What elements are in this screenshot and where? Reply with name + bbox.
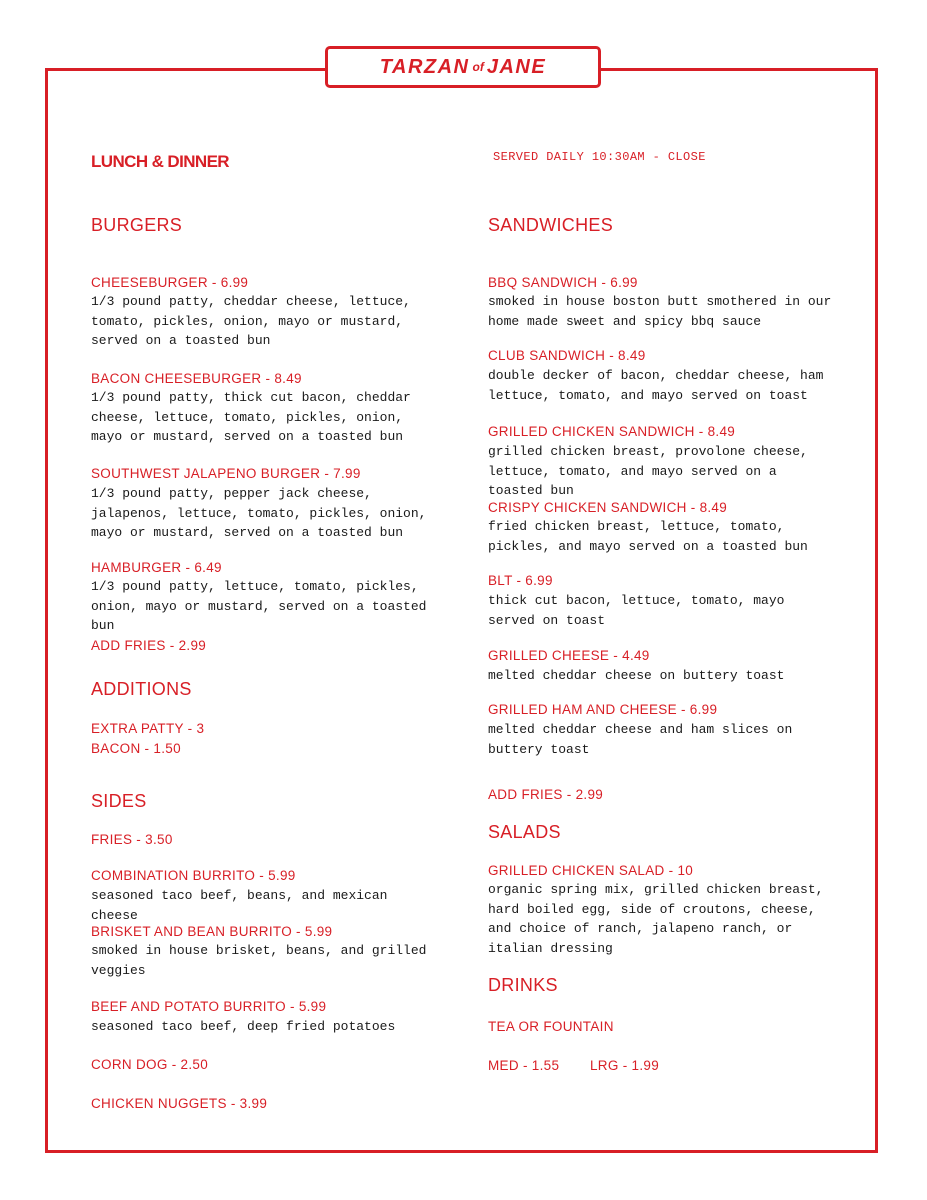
side-item-desc: seasoned taco beef, beans, and mexican cheese bbox=[91, 888, 388, 923]
sandwich-item-name: GRILLED CHICKEN SANDWICH - 8.49 bbox=[488, 424, 736, 439]
sandwich-item-desc: smoked in house boston butt smothered in our home made sweet and spicy bbq sauce bbox=[488, 294, 832, 329]
sandwich-item-desc: fried chicken breast, lettuce, tomato, pickles, and mayo served on a toasted bun bbox=[488, 519, 808, 554]
side-item-desc: seasoned taco beef, deep fried potatoes bbox=[91, 1019, 396, 1034]
side-item-desc: smoked in house brisket, beans, and grilled veggies bbox=[91, 943, 427, 978]
brand-amp: of bbox=[472, 60, 484, 74]
side-item-name: COMBINATION BURRITO - 5.99 bbox=[91, 868, 296, 883]
sandwiches-add-fries: ADD FRIES - 2.99 bbox=[488, 787, 604, 802]
brand-right: JANE bbox=[486, 55, 547, 78]
additions-heading: ADDITIONS bbox=[91, 679, 192, 699]
sandwich-item-desc: grilled chicken breast, provolone cheese, lettuce, tomato, and mayo served on a toasted bun bbox=[488, 444, 808, 498]
burger-item-desc: 1/3 pound patty, pepper jack cheese, jalapenos, lettuce, tomato, pickles, onion, mayo or mustard, served on a toasted bun bbox=[91, 486, 427, 540]
sandwich-item-name: CLUB SANDWICH - 8.49 bbox=[488, 348, 646, 363]
side-item-name: BRISKET AND BEAN BURRITO - 5.99 bbox=[91, 924, 333, 939]
brand-left: TARZAN bbox=[379, 55, 470, 78]
sides-heading: SIDES bbox=[91, 791, 147, 811]
side-corn-dog: CORN DOG - 2.50 bbox=[91, 1057, 209, 1072]
sandwich-item-name: GRILLED CHEESE - 4.49 bbox=[488, 648, 650, 663]
salad-item-name: GRILLED CHICKEN SALAD - 10 bbox=[488, 863, 694, 878]
sandwich-item-desc: melted cheddar cheese and ham slices on buttery toast bbox=[488, 722, 793, 757]
addition-item: EXTRA PATTY - 3 bbox=[91, 721, 205, 736]
sandwich-item-desc: melted cheddar cheese on buttery toast bbox=[488, 668, 785, 683]
brand-logo bbox=[325, 46, 601, 88]
side-chicken-nuggets: CHICKEN NUGGETS - 3.99 bbox=[91, 1096, 268, 1111]
sandwich-item-name: GRILLED HAM AND CHEESE - 6.99 bbox=[488, 702, 718, 717]
sandwich-item-name: BBQ SANDWICH - 6.99 bbox=[488, 275, 638, 290]
burger-item-desc: 1/3 pound patty, lettuce, tomato, pickles, onion, mayo or mustard, served on a toasted bun bbox=[91, 579, 427, 633]
burger-item-name: CHEESEBURGER - 6.99 bbox=[91, 275, 249, 290]
drinks-med-price: MED - 1.55 bbox=[488, 1058, 560, 1073]
burger-item-desc: 1/3 pound patty, cheddar cheese, lettuce, tomato, pickles, onion, mayo or mustard, served on a toasted bun bbox=[91, 294, 411, 348]
sandwich-item-name: BLT - 6.99 bbox=[488, 573, 553, 588]
salads-heading: SALADS bbox=[488, 822, 561, 842]
burger-item-name: BACON CHEESEBURGER - 8.49 bbox=[91, 371, 302, 386]
menu-title: LUNCH & DINNER bbox=[91, 152, 229, 171]
sides-fries: FRIES - 3.50 bbox=[91, 832, 173, 847]
burger-item-name: SOUTHWEST JALAPENO BURGER - 7.99 bbox=[91, 466, 361, 481]
burgers-heading: BURGERS bbox=[91, 215, 183, 235]
sandwiches-heading: SANDWICHES bbox=[488, 215, 614, 235]
burger-item-name: HAMBURGER - 6.49 bbox=[91, 560, 222, 575]
side-item-name: BEEF AND POTATO BURRITO - 5.99 bbox=[91, 999, 327, 1014]
sandwich-item-desc: double decker of bacon, cheddar cheese, ham lettuce, tomato, and mayo served on toast bbox=[488, 368, 824, 403]
salad-item-desc: organic spring mix, grilled chicken breast, hard boiled egg, side of croutons, cheese, and choice of ranch, jalapeno ranch, or italian dressing bbox=[488, 882, 824, 956]
sandwich-item-desc: thick cut bacon, lettuce, tomato, mayo served on toast bbox=[488, 593, 785, 628]
addition-item: BACON - 1.50 bbox=[91, 741, 181, 756]
drinks-lrg-price: LRG - 1.99 bbox=[590, 1058, 660, 1073]
drinks-heading: DRINKS bbox=[488, 975, 558, 995]
drinks-tea-fountain: TEA OR FOUNTAIN bbox=[488, 1019, 614, 1034]
burgers-add-fries: ADD FRIES - 2.99 bbox=[91, 638, 207, 653]
burger-item-desc: 1/3 pound patty, thick cut bacon, cheddar cheese, lettuce, tomato, pickles, onion, mayo or mustard, served on a toasted bun bbox=[91, 390, 411, 444]
served-hours: SERVED DAILY 10:30AM - CLOSE bbox=[493, 150, 706, 164]
sandwich-item-name: CRISPY CHICKEN SANDWICH - 8.49 bbox=[488, 500, 728, 515]
